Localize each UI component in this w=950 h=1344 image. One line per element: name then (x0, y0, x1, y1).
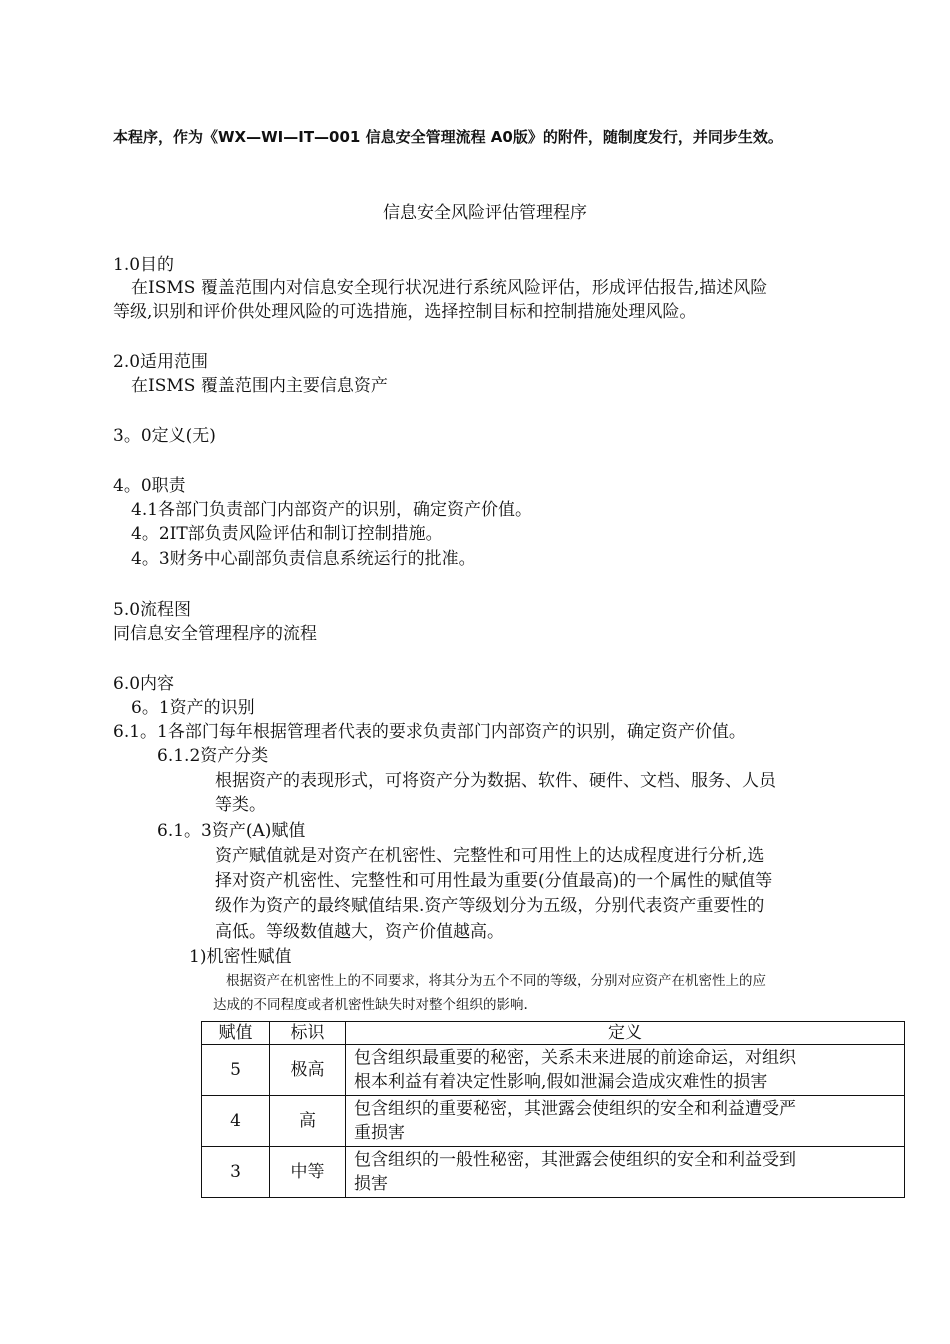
attachment-notice: 本程序，作为《WX—WI—IT—001 信息安全管理流程 A0版》的附件，随制度发行，并同步生效。 (113, 128, 783, 146)
confidentiality-heading: 1)机密性赋值 (189, 947, 292, 967)
cell-label: 高 (270, 1096, 346, 1147)
header-value: 赋值 (202, 1022, 270, 1045)
section-3-heading: 3。0定义(无) (113, 426, 216, 446)
definition-line-1: 包含组织最重要的秘密，关系未来进展的前途命运，对组织 (354, 1048, 796, 1068)
item-6-1-2-heading: 6.1.2资产分类 (157, 746, 269, 766)
section-1-text-line-1: 在ISMS 覆盖范围内对信息安全现行状况进行系统风险评估，形成评估报告,描述风险 (131, 278, 768, 298)
section-5-heading: 5.0流程图 (113, 600, 192, 620)
cell-value: 3 (202, 1147, 270, 1198)
confidentiality-text-line-2: 达成的不同程度或者机密性缺失时对整个组织的影响. (213, 997, 528, 1013)
cell-definition (346, 1045, 905, 1096)
section-1-text-line-2: 等级,识别和评价供处理风险的可选措施，选择控制目标和控制措施处理风险。 (113, 302, 697, 322)
cell-label: 中等 (270, 1147, 346, 1198)
definition-line-2: 损害 (354, 1174, 388, 1194)
table-header-row (202, 1022, 905, 1045)
item-6-1-2-text-line-2: 等类。 (215, 795, 266, 815)
item-6-1-3-text-line-4: 高低。等级数值越大，资产价值越高。 (215, 922, 504, 942)
item-6-1-2-text-line-1: 根据资产的表现形式，可将资产分为数据、软件、硬件、文档、服务、人员 (215, 771, 776, 791)
section-1-heading: 1.0目的 (113, 255, 175, 275)
section-4-heading: 4。0职责 (113, 476, 186, 496)
header-label: 标识 (270, 1022, 346, 1045)
section-2-heading: 2.0适用范围 (113, 352, 209, 372)
item-6-1-1: 6.1。1各部门每年根据管理者代表的要求负责部门内部资产的识别，确定资产价值。 (113, 722, 746, 742)
header-definition: 定义 (346, 1022, 905, 1045)
item-6-1-3-text-line-3: 级作为资产的最终赋值结果.资产等级划分为五级，分别代表资产重要性的 (215, 896, 765, 916)
definition-line-1: 包含组织的重要秘密，其泄露会使组织的安全和利益遭受严 (354, 1099, 796, 1119)
section-5-text: 同信息安全管理程序的流程 (113, 624, 317, 644)
section-6-1-heading: 6。1资产的识别 (131, 698, 255, 718)
item-6-1-3-heading: 6.1。3资产(A)赋值 (157, 821, 306, 841)
section-2-text: 在ISMS 覆盖范围内主要信息资产 (131, 376, 388, 396)
document-title: 信息安全风险评估管理程序 (383, 203, 587, 223)
definition-line-2: 根本利益有着决定性影响,假如泄漏会造成灾难性的损害 (354, 1072, 768, 1092)
table-row (202, 1096, 905, 1147)
section-4-item: 4。2IT部负责风险评估和制订控制措施。 (131, 524, 443, 544)
section-4-item: 4。3财务中心副部负责信息系统运行的批准。 (131, 549, 476, 569)
table-row (202, 1045, 905, 1096)
cell-value: 5 (202, 1045, 270, 1096)
cell-definition (346, 1147, 905, 1198)
definition-line-2: 重损害 (354, 1123, 405, 1143)
confidentiality-table (201, 1021, 905, 1198)
item-6-1-3-text-line-2: 择对资产机密性、完整性和可用性最为重要(分值最高)的一个属性的赋值等 (215, 871, 773, 891)
cell-definition (346, 1096, 905, 1147)
section-4-item: 4.1各部门负责部门内部资产的识别，确定资产价值。 (131, 500, 533, 520)
cell-label: 极高 (270, 1045, 346, 1096)
confidentiality-text-line-1: 根据资产在机密性上的不同要求，将其分为五个不同的等级，分别对应资产在机密性上的应 (226, 973, 766, 989)
cell-value: 4 (202, 1096, 270, 1147)
section-6-heading: 6.0内容 (113, 674, 175, 694)
item-6-1-3-text-line-1: 资产赋值就是对资产在机密性、完整性和可用性上的达成程度进行分析,选 (215, 846, 765, 866)
definition-line-1: 包含组织的一般性秘密，其泄露会使组织的安全和利益受到 (354, 1150, 796, 1170)
table-row (202, 1147, 905, 1198)
